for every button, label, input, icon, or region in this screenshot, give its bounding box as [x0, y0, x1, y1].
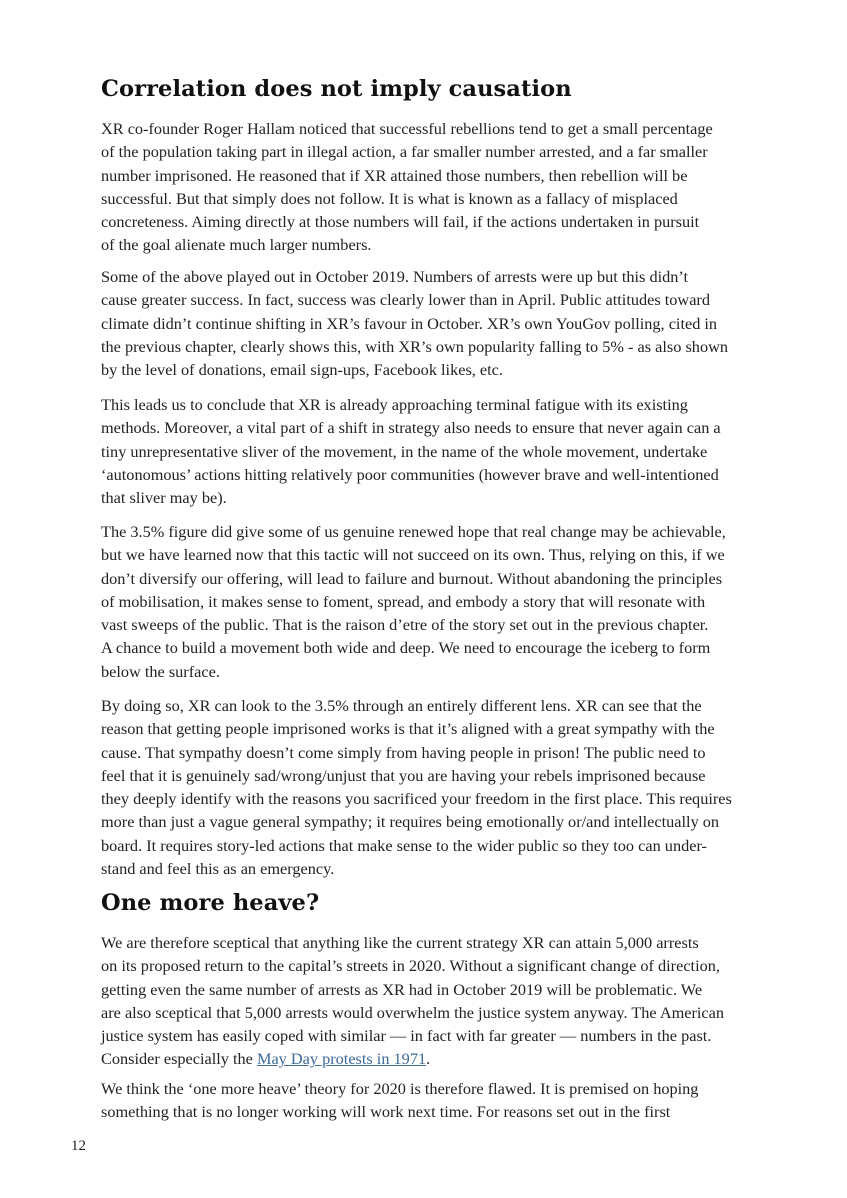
text-line: We think the ‘one more heave’ theory for 2020 is therefore flawed. It is premised on hoping [101, 1079, 699, 1098]
text-line: board. It requires story-led actions that make sense to the wider public so they too can under- [101, 835, 707, 855]
may-day-protests-link[interactable]: May Day protests in 1971 [256, 1049, 427, 1069]
text-line: on its proposed return to the capital’s streets in 2020. Without a significant change of direction, [101, 956, 720, 976]
text-line: something that is no longer working will work next time. For reasons set out in the first [101, 1102, 671, 1122]
paragraph-different-lens [101, 694, 732, 880]
text-line: reason that getting people imprisoned works is that it’s aligned with a great sympathy with the [101, 719, 715, 739]
paragraph-three-point-five [101, 520, 726, 683]
text-line: don’t diversify our offering, will lead to failure and burnout. Without abandoning the principles [101, 568, 723, 588]
text-line: This leads us to conclude that XR is already approaching terminal fatigue with its existing [101, 395, 688, 414]
text-line: more than just a vague general sympathy; it requires being emotionally or/and intellectually on [101, 812, 720, 832]
link-prefix-text: Consider especially the [101, 1049, 257, 1069]
text-line: methods. Moreover, a vital part of a shift in strategy also needs to ensure that never again can a [101, 418, 721, 438]
heading-correlation: Correlation does not imply causation [101, 76, 572, 102]
text-line: but we have learned now that this tactic will not succeed on its own. Thus, relying on this, if we [101, 545, 725, 565]
text-line: by the level of donations, email sign-ups, Facebook likes, etc. [101, 360, 503, 380]
paragraph-sceptical [101, 931, 724, 1071]
heading-one-more-heave: One more heave? [101, 890, 320, 916]
text-line: below the surface. [101, 661, 220, 681]
text-line: cause greater success. In fact, success was clearly lower than in April. Public attitudes toward [101, 290, 710, 310]
text-line: that sliver may be). [101, 488, 227, 508]
text-line: stand and feel this as an emergency. [101, 859, 335, 879]
text-line: We are therefore sceptical that anything like the current strategy XR can attain 5,000 arrests [101, 933, 699, 952]
text-line: number imprisoned. He reasoned that if XR attained those numbers, then rebellion will be [101, 165, 688, 185]
text-line: they deeply identify with the reasons you sacrificed your freedom in the first place. This requires [101, 789, 732, 809]
text-line: vast sweeps of the public. That is the raison d’etre of the story set out in the previous chapter. [101, 615, 709, 635]
text-line: XR co-founder Roger Hallam noticed that successful rebellions tend to get a small percentage [101, 119, 713, 138]
text-line: tiny unrepresentative sliver of the movement, in the name of the whole movement, undertake [101, 441, 708, 461]
text-line: climate didn’t continue shifting in XR’s favour in October. XR’s own YouGov polling, cited in [101, 313, 718, 333]
text-line: the previous chapter, clearly shows this, with XR’s own popularity falling to 5% - as also shown [101, 336, 728, 356]
text-line-with-link [101, 1047, 724, 1070]
paragraph-hallam [101, 117, 713, 257]
paragraph-terminal-fatigue [101, 393, 721, 509]
text-line: By doing so, XR can look to the 3.5% through an entirely different lens. XR can see that the [101, 696, 702, 715]
text-line: are also sceptical that 5,000 arrests would overwhelm the justice system anyway. The American [101, 1002, 725, 1022]
text-line: successful. But that simply does not follow. It is what is known as a fallacy of misplaced [101, 188, 678, 208]
text-line: cause. That sympathy doesn’t come simply from having people in prison! The public need to [101, 742, 706, 762]
text-line: ‘autonomous’ actions hitting relatively poor communities (however brave and well-intentioned [101, 464, 719, 484]
text-line: Some of the above played out in October 2019. Numbers of arrests were up but this didn’t [101, 267, 689, 286]
text-line: feel that it is genuinely sad/wrong/unjust that you are having your rebels imprisoned because [101, 765, 706, 785]
page-number: 12 [71, 1138, 86, 1154]
text-line: of the population taking part in illegal action, a far smaller number arrested, and a far smaller [101, 142, 708, 162]
link-suffix-text: . [426, 1049, 431, 1069]
text-line: of the goal alienate much larger numbers. [101, 235, 372, 255]
paragraph-october-2019 [101, 265, 728, 381]
text-line: A chance to build a movement both wide and deep. We need to encourage the iceberg to form [101, 638, 711, 658]
text-line: of mobilisation, it makes sense to foment, spread, and embody a story that will resonate with [101, 591, 706, 611]
text-line: The 3.5% figure did give some of us genuine renewed hope that real change may be achievable, [101, 522, 726, 541]
text-line: justice system has easily coped with similar — in fact with far greater — numbers in the past. [101, 1026, 712, 1046]
text-line: getting even the same number of arrests as XR had in October 2019 will be problematic. We [101, 979, 703, 999]
text-line: concreteness. Aiming directly at those numbers will fail, if the actions undertaken in pursuit [101, 212, 700, 232]
paragraph-one-more-heave-theory [101, 1077, 698, 1124]
